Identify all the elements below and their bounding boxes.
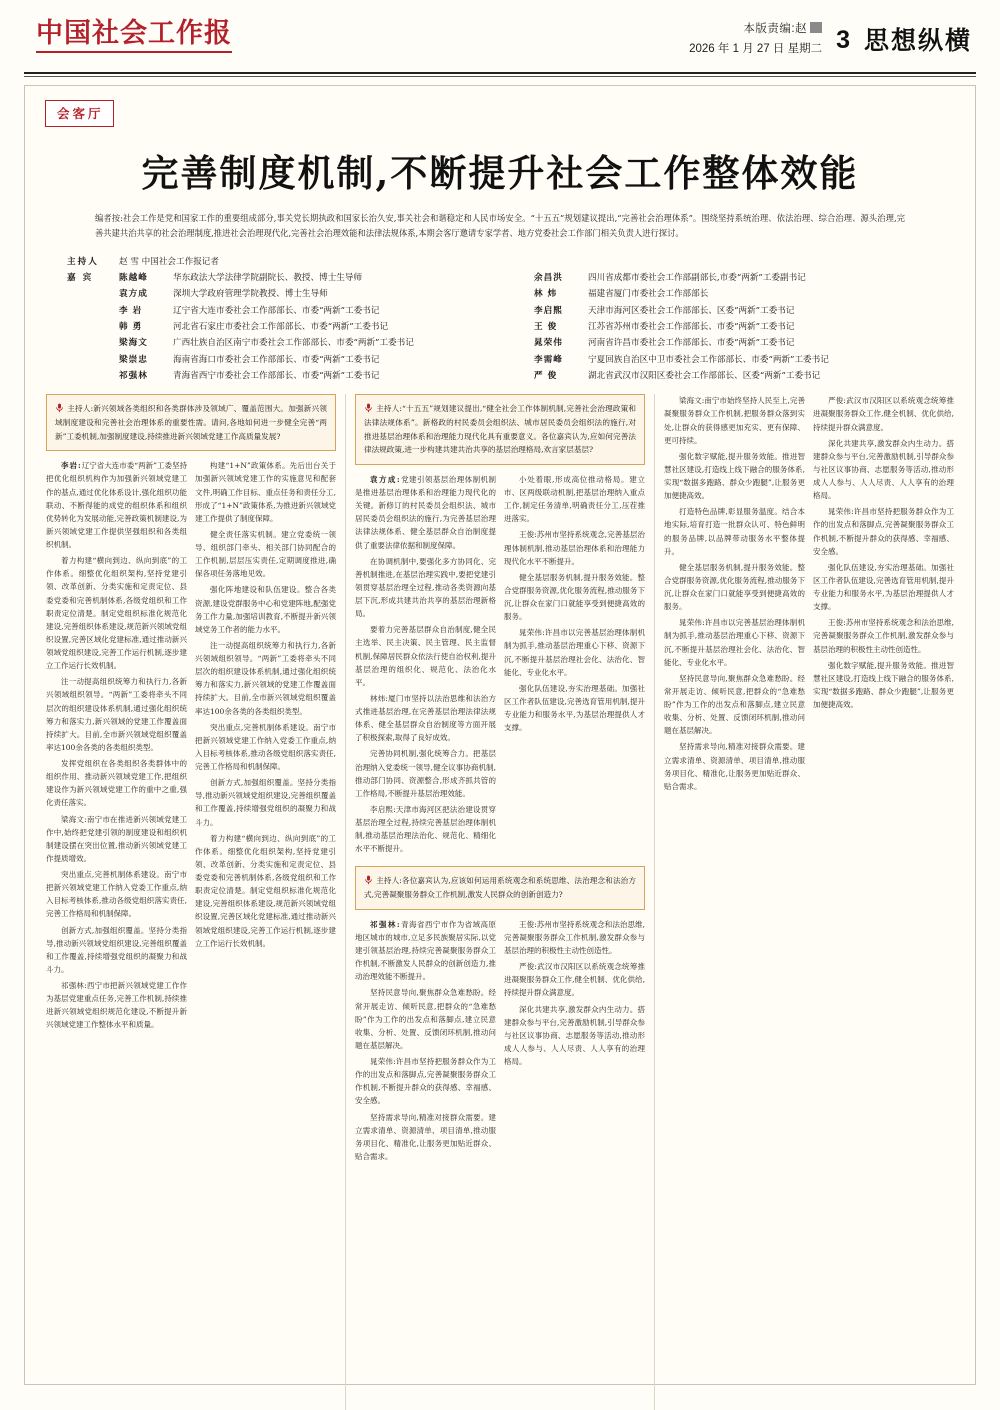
guests-label: 嘉 宾 [67,273,94,284]
column-3-subcolumns [664,394,954,796]
masthead-meta [689,20,822,59]
guest-title: 河北省石家庄市委社会工作部部长、市委“两新”工委书记 [173,322,389,332]
guest-name: 袁方成 [119,289,148,300]
paragraph: 着力构建“横向到边、纵向到底”的工作体系。细整优化组织架构,坚持党建引领、改革创新、分类实施和定责定位、县委党委和完善机制体系,各级党组织和工作职责定位清楚。制定党组织标准化规范化建设,完善组织体系建设,规范新兴领域党组织设置,完善区域化党建标准,通过推动新兴领域党组织建设,完善工作运行机制,逐步建立工作运行长效机制。 [46,556,187,671]
paragraph: 强化队伍建设,夯实治理基础。加强社区工作者队伍建设,完善选育管用机制,提升专业能力和服务水平,为基层治理提供人才支撑。 [813,562,954,612]
paragraph: 晁荣伟:许昌市以完善基层治理体制机制为抓手,推动基层治理重心下移、资源下沉,不断提升基层治理社会化、法治化、智能化、专业化水平。 [664,618,805,667]
speaker-name: 袁方成: [370,474,401,484]
paragraph: 注一动提高组织统筹力和执行力,各新兴领域组织领导。“两新”工委将牵头不同层次的组织建设体系机制,通过强化组织统筹力和落实力,新兴领域的党建工作覆盖面持续扩大。目前,全市新兴领域党组织覆盖率达100余各类的各类组织类型。 [195,640,336,716]
mic-icon [55,403,64,413]
question-box-1 [46,394,336,451]
masthead-right [689,20,972,59]
guest-name: 李 岩 [119,305,143,316]
paragraph: 梁海文:南宁市在推进新兴领域党建工作中,始终把党建引领的制度建设和组织机制建设摆在突出位置,推动新兴领域党建工作提质增效。 [46,814,187,863]
masthead-rule [24,72,976,74]
guests-column-right [534,270,933,384]
guests-row [67,270,933,384]
host-row [67,254,933,270]
paragraph: 在协调机制中,要强化多方协同化、完善机制推进,在基层治理实践中,要把党建引领贯穿基层治理全过程,推动各类资源向基层下沉,形成共建共治共享的基层治理新格局。 [355,556,496,619]
paragraph: 小处着眼,形成高位推动格局。建立市、区两级联动机制,把基层治理纳入重点工作,制定任务清单,明确责任分工,压茬推进落实。 [504,474,645,524]
guests-list [119,270,933,384]
guest-title: 天津市海河区委社会工作部部长、区委“两新”工委书记 [588,305,795,316]
section-title: 思想纵横 [863,26,972,55]
paragraph: 青海省西宁市作为省域高原地区城市的城市,立足多民族聚居实际,以党建引领基层治理,持续完善凝聚服务群众工作机制,不断激发人民群众的创新创造力,推动治理效能不断提升。 [355,919,496,982]
paragraph: 打造特色品牌,彰显服务温度。结合本地实际,培育打造一批群众认可、特色鲜明的服务品牌,以品牌带动服务水平整体提升。 [664,507,805,556]
guest-title: 宁夏回族自治区中卫市委社会工作部部长、市委“两新”工委书记 [588,354,829,365]
paragraph: 健全责任落实机制。建立党委统一领导、组织部门牵头、相关部门协同配合的工作机制,层层压实责任,定期调度推进,确保各项任务落地见效。 [195,529,336,579]
masthead [0,0,1000,68]
guest-entry [119,303,518,319]
article-columns [37,394,963,1410]
paragraph: 创新方式,加强组织覆盖。坚持分类指导,推动新兴领域党组织建设,完善组织覆盖和工作覆盖,持续增强党组织的凝聚力和战斗力。 [46,925,187,974]
paragraph: 完善协同机制,强化统筹合力。把基层治理纳入党委统一领导,健全议事协商机制,推动部门协同、资源整合,形成齐抓共管的工作格局,不断提升基层治理效能。 [355,749,496,798]
guest-entry [534,286,933,302]
paragraph: 王俊:苏州市坚持系统观念,完善基层治理体制机制,推动基层治理体系和治理能力现代化水平不断提升。 [504,530,645,566]
guest-entry [534,270,933,286]
credits-block [67,254,933,385]
guest-title: 海南省海口市委社会工作部部长、市委“两新”工委书记 [173,354,380,365]
guest-name: 李需峰 [534,354,563,365]
guest-entry [534,368,933,384]
paragraph: 坚持民意导向,聚焦群众急难愁盼。经常开展走访、倾听民意,把群众的“急难愁盼”作为工作的出发点和落脚点,建立民意收集、分析、处置、反馈闭环机制,推动问题在基层解决。 [355,988,496,1050]
guest-name: 梁崇忠 [119,354,148,365]
paragraph: 王俊:苏州市坚持系统观念和法治思维,完善凝聚服务群众工作机制,激发群众参与基层治理的积极性主动性创造性。 [504,919,645,955]
guest-title: 江苏省苏州市委社会工作部部长、市委“两新”工委书记 [588,322,795,332]
paragraph: 坚持需求导向,精准对接群众需要。建立需求清单、资源清单、项目清单,推动服务项目化、精准化,让服务更加贴近群众、贴合需求。 [355,1112,496,1161]
guest-name: 祁强林 [119,370,148,381]
paragraph: 深化共建共享,激发群众内生动力。搭建群众参与平台,完善激励机制,引导群众参与社区议事协商、志愿服务等活动,推动形成人人参与、人人尽责、人人享有的治理格局。 [504,1004,645,1066]
paragraph: 晁荣伟:许昌市坚持把服务群众作为工作的出发点和落脚点,完善凝聚服务群众工作机制,不断提升群众的获得感、幸福感、安全感。 [355,1057,496,1106]
guest-entry [119,319,518,335]
page-title: 完善制度机制,不断提升社会工作整体效能 [141,151,859,195]
paragraph: 严俊:武汉市汉阳区以系统观念统筹推进凝聚服务群众工作,健全机制、优化供给,持续提升群众满意度。 [504,962,645,998]
guest-title: 青海省西宁市委社会工作部部长、市委“两新”工委书记 [173,370,380,381]
editor-label: 本版责编:赵 [743,23,808,35]
question-1-text: 主持人:新兴领域各类组织和各类群体涉及领域广、覆盖范围大。加强新兴领域制度建设和完善社会治理体系的重要性需。请问,各地如何进一步健全完善“两新”工委机制,加强制度建设,持续推进新兴领域党建工作高质量发展? [55,404,327,441]
paragraph: 林炜:厦门市坚持以法治思维和法治方式推进基层治理,在完善基层治理法律法规体系、健全基层群众自治制度等方面开展了积极探索,取得了良好成效。 [355,693,496,743]
guest-title: 广西壮族自治区南宁市委社会工作部部长、市委“两新”工委书记 [173,338,414,349]
guests-column-left [119,270,518,384]
paragraph: 强化阵地建设和队伍建设。整合各类资源,建设党群服务中心和党建阵地,配强党务工作力量,加强培训教育,不断提升新兴领域党务工作者的能力水平。 [195,585,336,634]
column-3-sub-a [664,394,805,796]
mic-icon [364,403,373,413]
guest-name: 严 俊 [534,370,558,381]
question-3-text: 主持人:各位嘉宾认为,应该如何运用系统观念和系统思维、法治理念和法治方式,完善凝聚服务群众工作机制,激发人民群众的创新创造力? [364,876,636,900]
guest-title: 华东政法大学法律学院副院长、教授、博士生导师 [173,273,363,284]
guest-title: 福建省厦门市委社会工作部部长 [588,289,709,300]
paragraph: 健全基层服务机制,提升服务效能。整合党群服务资源,优化服务流程,推动服务下沉,让群众在家门口就能享受到便捷高效的服务。 [504,572,645,622]
column-2-sub-d [504,918,645,1166]
column-2-subcolumns-lower [355,918,645,1166]
column-1-subcolumns [46,459,336,1034]
column-3 [654,394,963,1410]
paragraph: 突出重点,完善机制体系建设。南宁市把新兴领域党建工作纳入党委工作重点,纳入目标考核体系,推动各级党组织落实责任,完善工作格局和机制保障。 [46,870,187,919]
paragraph: 严俊:武汉市汉阳区以系统观念统筹推进凝聚服务群众工作,健全机制、优化供给,持续提升群众满意度。 [813,396,954,432]
paragraph: 晁荣伟:许昌市坚持把服务群众作为工作的出发点和落脚点,完善凝聚服务群众工作机制,不断提升群众的获得感、幸福感、安全感。 [813,507,954,556]
guest-title: 湖北省武汉市汉阳区委社会工作部部长、区委“两新”工委书记 [588,370,821,381]
column-2-sub-b [504,473,645,859]
guest-title: 四川省成都市委社会工作部副部长,市委“两新”工委副书记 [588,273,806,284]
paragraph: 王俊:苏州市坚持系统观念和法治思维,完善凝聚服务群众工作机制,激发群众参与基层治理的积极性主动性创造性。 [813,618,954,654]
editors-note: 编者按:社会工作是党和国家工作的重要组成部分,事关党长期执政和国家长治久安,事关社会和谐稳定和人民市场安全。“十五五”规划建议提出,“完善社会治理体系”。围绕坚持系统治理、依法治理、综合治理、源头治理,完善共建共治共享的社会治理制度,推进社会治理现代化,完善社会治理效能和法律法规体系,本期会客厅邀请专家学者、地方党委社会工作部门相关负责人进行探讨。 [95,213,905,239]
paragraph: 发挥党组织在各类组织各类群体中的组织作用、推动新兴领域党建工作,把组织建设作为新兴领域党建工作的重中之重,强化责任落实。 [46,759,187,808]
paragraph: 强化数字赋能,提升服务效能。推进智慧社区建设,打造线上线下融合的服务体系,实现“数据多跑路、群众少跑腿”,让服务更加便捷高效。 [813,660,954,710]
guest-name: 梁海文 [119,338,148,349]
paragraph: 辽宁省大连市委“两新”工委坚持把优化组织机构作为加强新兴领域党建工作的基点,通过优化体系设计,强化组织功能联动、不断得能的成党的组织体系和组织优势转化为发展动能,完善政策机制建设,为新兴领域党建工作提供坚强组织和各类组织机制。 [46,461,187,550]
editor-line [689,20,822,40]
question-box-3 [355,866,645,909]
guest-entry [119,335,518,351]
guest-entry [119,368,518,384]
paragraph: 党建引领基层治理体制机制是推进基层治理体系和治理能力现代化的关键。新修订的村民委员会组织法、城市居民委员会组织法的施行,为完善基层治理法律法规体系、健全基层群众自治制度提供了重要法律依据和制度保障。 [355,474,496,550]
guest-name: 王 俊 [534,322,558,332]
column-3-sub-b [813,394,954,796]
paragraph: 晁荣伟:许昌市以完善基层治理体制机制为抓手,推动基层治理重心下移、资源下沉,不断提升基层治理社会化、法治化、智能化、专业化水平。 [504,628,645,677]
question-box-2 [355,394,645,465]
host-value: 赵 雪 中国社会工作报记者 [119,256,219,267]
column-1-sub-a [46,459,187,1034]
guest-title: 深圳大学政府管理学院教授、博士生导师 [173,289,328,300]
paragraph: 梁海文:南宁市始终坚持人民至上,完善凝聚服务群众工作机制,把服务群众落到实处,让群众的获得感更加充实、更有保障、更可持续。 [664,396,805,445]
guest-entry [119,286,518,302]
paragraph: 深化共建共享,激发群众内生动力。搭建群众参与平台,完善激励机制,引导群众参与社区议事协商、志愿服务等活动,推动形成人人参与、人人尽责、人人享有的治理格局。 [813,438,954,501]
paragraph: 突出重点,完善机制体系建设。南宁市把新兴领域党建工作纳入党委工作重点,纳入目标考核体系,推动各级党组织落实责任,完善工作格局和机制保障。 [195,722,336,772]
column-1 [37,394,345,1410]
date-line: 2026 年 1 月 27 日 星期二 [689,42,823,55]
guest-name: 李启煕 [534,305,563,316]
guest-entry [119,270,518,286]
paragraph: 强化数字赋能,提升服务效能。推进智慧社区建设,打造线上线下融合的服务体系,实现“数据多跑路、群众少跑腿”,让服务更加便捷高效。 [664,451,805,501]
paragraph: 着力构建“横向到边、纵向到底”的工作体系。细整优化组织架构,坚持党建引领、改革创新、分类实施和定责定位、县委党委和完善机制体系,各级党组织和工作职责定位清楚。制定党组织标准化规范化建设,完善组织体系建设,规范新兴领域党组织设置,完善区域化党建标准,通过推动新兴领域党组织建设,完善工作运行机制,逐步建立工作运行长效机制。 [195,833,336,948]
speaker-name: 祁强林: [370,919,401,929]
guest-name: 林 炜 [534,289,558,300]
guest-entry [534,335,933,351]
newspaper-logo: 中国社会工作报 [36,18,232,53]
masthead-rule-secondary [24,76,976,77]
paragraph: 坚持民意导向,聚焦群众急难愁盼。经常开展走访、倾听民意,把群众的“急难愁盼”作为工作的出发点和落脚点,建立民意收集、分析、处置、反馈闭环机制,推动问题在基层解决。 [664,673,805,736]
guest-entry [119,352,518,368]
guest-entry [534,303,933,319]
guest-entry [534,352,933,368]
paragraph: 创新方式,加强组织覆盖。坚持分类指导,推动新兴领域党组织建设,完善组织覆盖和工作覆盖,持续增强党组织的凝聚力和战斗力。 [195,778,336,827]
column-2-sub-c [355,918,496,1166]
column-1-sub-b [195,459,336,1034]
guest-name: 韩 勇 [119,322,143,332]
article-frame [24,85,976,1385]
column-2 [345,394,654,1410]
question-2-text: 主持人:“十五五”规划建议提出,“健全社会工作体制机制,完善社会治理政策和法律法规体系”。新格政的村民委员会组织法、城市居民委员会组织法的施行,对推进基层治理体系和治理能力现代化具有重要意义。各位嘉宾认为,应如何完善法律法规政策,进一步构建共建共治共享的基层治理格局,欢言家层基层? [364,404,636,455]
guest-title: 河南省许昌市委社会工作部部长、市委“两新”工委书记 [588,338,795,349]
column-kicker: 会客厅 [45,100,114,127]
paragraph: 坚持需求导向,精准对接群众需要。建立需求清单、资源清单、项目清单,推动服务项目化、精准化,让服务更加贴近群众、贴合需求。 [664,742,805,791]
paragraph: 强化队伍建设,夯实治理基础。加强社区工作者队伍建设,完善选育管用机制,提升专业能力和服务水平,为基层治理提供人才支撑。 [504,683,645,733]
paragraph: 祁强林:西宁市把新兴领域党建工作作为基层党建重点任务,完善工作机制,持续推进新兴领域党组织规范化建设,不断提升新兴领域党建工作整体水平和质量。 [46,981,187,1030]
page-number: 3 [836,26,850,54]
guest-entry [534,319,933,335]
redacted-block-icon [810,22,822,33]
paragraph: 注一动提高组织统筹力和执行力,各新兴领域组织领导。“两新”工委将牵头不同层次的组织建设体系机制,通过强化组织统筹力和落实力,新兴领域的党建工作覆盖面持续扩大。目前,全市新兴领域党组织覆盖率达100余各类的各类组织类型。 [46,677,187,752]
column-2-sub-a [355,473,496,859]
speaker-name: 李岩: [61,461,82,471]
guest-title: 辽宁省大连市委社会工作部部长、市委“两新”工委书记 [173,305,380,316]
guest-name: 陈越峰 [119,273,148,284]
paragraph: 构建“1+N”政策体系。先后出台关于加强新兴领域党建工作的实施意见和配套文件,明确工作目标、重点任务和责任分工,形成了“1+N”政策体系,为推进新兴领域党建工作提供了制度保障。 [195,461,336,523]
mic-icon [364,875,373,885]
paragraph: 李启煕:天津市海河区把法治建设贯穿基层治理全过程,持续完善基层治理体制机制,推动基层治理法治化、规范化、精细化水平不断提升。 [355,804,496,854]
host-label: 主持人 [67,256,99,267]
paragraph: 要着力完善基层群众自治制度,健全民主选举、民主决策、民主管理、民主监督机制,保障居民群众依法行使自治权利,提升基层治理的组织化、规范化、法治化水平。 [355,625,496,687]
guest-name: 余昌洪 [534,273,563,284]
paragraph: 健全基层服务机制,提升服务效能。整合党群服务资源,优化服务流程,推动服务下沉,让群众在家门口就能享受到便捷高效的服务。 [664,562,805,612]
guest-name: 晁荣伟 [534,338,563,349]
column-2-subcolumns [355,473,645,859]
